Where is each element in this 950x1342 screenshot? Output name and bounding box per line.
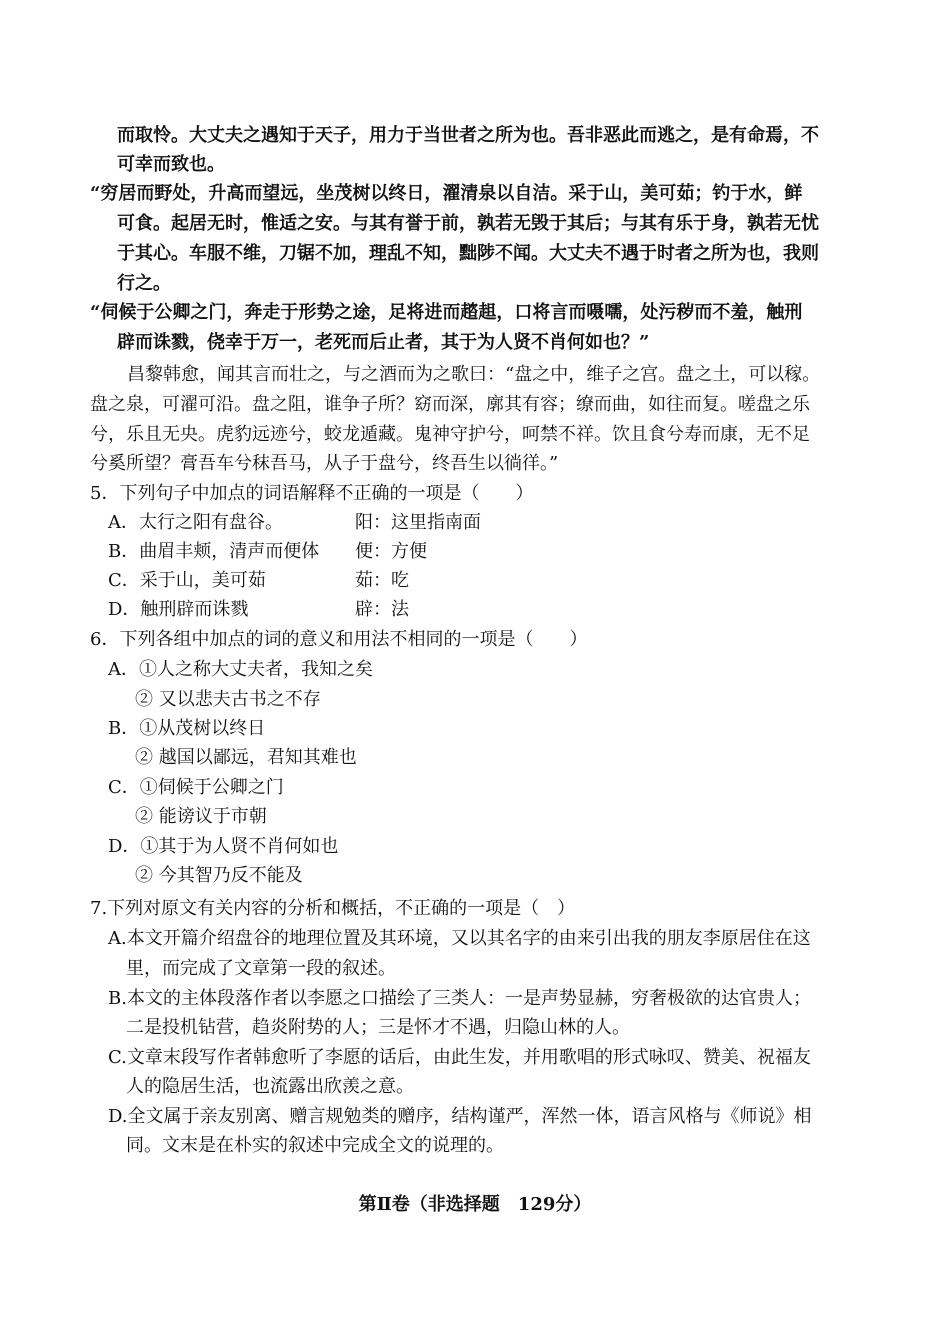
q7-line: D.全文属于亲友别离、赠言规勉类的赠序，结构谨严，浑然一体，语言风格与《师说》相	[108, 1106, 812, 1127]
q6-line: ② 又以悲夫古书之不存	[135, 689, 321, 710]
passage-line: 可食。起居无时，惟适之安。与其有誉于前，孰若无毁于其后；与其有乐于身，孰若无忧	[117, 213, 819, 234]
passage-line: “伺候于公卿之门，奔走于形势之途，足将进而趦趄，口将言而嗫嚅，处污秽而不羞，触刑	[90, 302, 803, 323]
q7-line: 里，而完成了文章第一段的叙述。	[126, 958, 396, 979]
q6-line: B．①从茂树以终日	[108, 718, 266, 739]
passage-line: “穷居而野处，升高而望远，坐茂树以终日，濯清泉以自洁。采于山，美可茹；钓于水，鲜	[90, 183, 803, 204]
section-title: 第Ⅱ卷（非选择题 129分）	[358, 1194, 592, 1215]
song-line: 盘之泉，可濯可沿。盘之阻，谁争子所？窈而深，廓其有容；缭而曲，如往而复。嗟盘之乐	[90, 394, 810, 415]
q6-line: A．①人之称大丈夫者，我知之矣	[108, 659, 373, 680]
q7-line: B.本文的主体段落作者以李愿之口描绘了三类人：一是声势显赫，穷奢极欲的达官贵人；	[108, 988, 811, 1009]
song-line: 昌黎韩愈，闻其言而壮之，与之酒而为之歌曰：“盘之中，维子之宫。盘之土，可以稼。	[127, 364, 821, 385]
q6-line: ② 越国以鄙远，君知其难也	[135, 747, 357, 768]
passage-line: 于其心。车服不维，刀锯不加，理乱不知，黜陟不闻。大丈夫不遇于时者之所为也，我则	[117, 243, 819, 264]
q6-stem: 6．下列各组中加点的词的意义和用法不相同的一项是（ ）	[90, 629, 588, 650]
q5-option-d: D．触刑辟而诛戮	[108, 599, 249, 620]
q6-line: ② 今其智乃反不能及	[135, 865, 303, 886]
passage-line: 行之。	[117, 273, 171, 294]
q5-gloss-a: 阳：这里指南面	[355, 512, 481, 533]
q6-line: ② 能谤议于市朝	[135, 806, 267, 827]
q7-line: 人的隐居生活，也流露出欣羡之意。	[126, 1076, 414, 1097]
q5-gloss-c: 茹：吃	[355, 570, 409, 591]
q7-line: C.文章末段写作者韩愈听了李愿的话后，由此生发，并用歌唱的形式咏叹、赞美、祝福友	[108, 1047, 811, 1068]
q5-stem: 5．下列句子中加点的词语解释不正确的一项是（ ）	[90, 483, 534, 504]
q5-option-a: A．太行之阳有盘谷。	[108, 512, 283, 533]
q6-line: C．①伺候于公卿之门	[108, 777, 284, 798]
passage-line: 可幸而致也。	[117, 154, 225, 175]
passage-line: 辟而诛戮，侥幸于万一，老死而后止者，其于为人贤不肖何如也？”	[117, 332, 650, 353]
song-line: 兮，乐且无央。虎豹远迹兮，蛟龙遁藏。鬼神守护兮，呵禁不祥。饮且食兮寿而康，无不足	[90, 424, 810, 445]
q7-stem: 7.下列对原文有关内容的分析和概括，不正确的一项是（ ）	[90, 898, 576, 919]
q5-gloss-d: 辟：法	[355, 599, 409, 620]
q5-gloss-b: 便：方便	[355, 541, 427, 562]
song-line: 兮奚所望？膏吾车兮秣吾马，从子于盘兮，终吾生以徜徉。”	[90, 453, 559, 474]
q5-option-c: C．采于山，美可茹	[108, 570, 266, 591]
q7-line: 二是投机钻营，趋炎附势的人；三是怀才不遇，归隐山林的人。	[126, 1017, 630, 1038]
passage-line: 而取怜。大丈夫之遇知于天子，用力于当世者之所为也。吾非恶此而逃之，是有命焉，不	[117, 125, 819, 146]
q6-line: D．①其于为人贤不肖何如也	[108, 836, 339, 857]
q7-line: 同。文末是在朴实的叙述中完成全文的说理的。	[126, 1135, 504, 1156]
q5-option-b: B．曲眉丰颊，清声而便体	[108, 541, 320, 562]
q7-line: A.本文开篇介绍盘谷的地理位置及其环境，又以其名字的由来引出我的朋友李原居住在这	[108, 928, 811, 949]
